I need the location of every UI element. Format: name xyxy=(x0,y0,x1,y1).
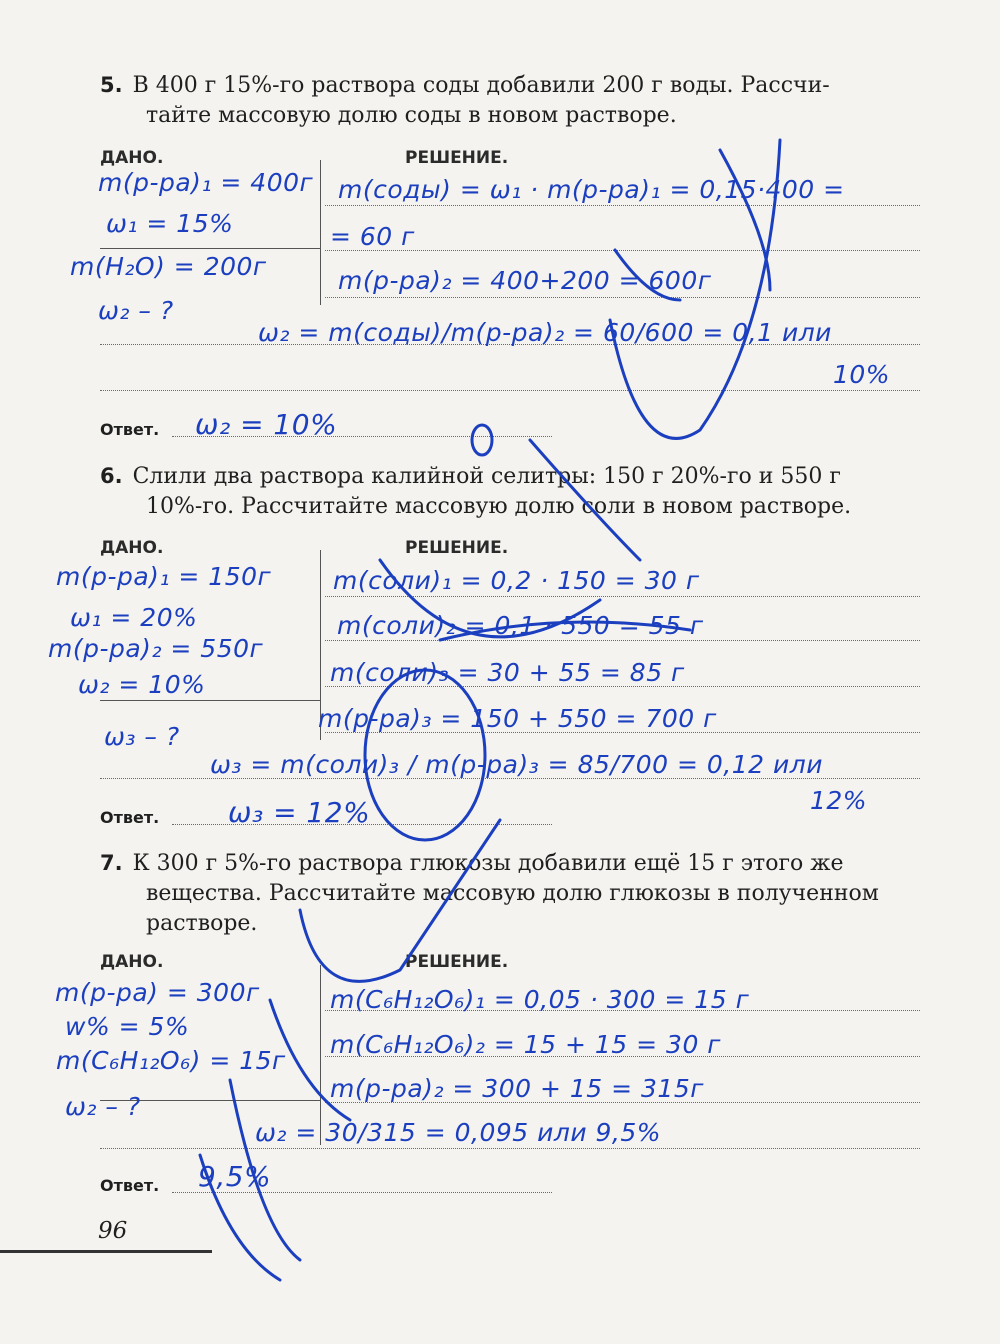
dano-label: ДАНО. xyxy=(100,538,164,558)
problem-text-line: растворе. xyxy=(146,911,258,936)
page-number: 96 xyxy=(98,1218,128,1244)
answer-label: Ответ. xyxy=(100,420,160,439)
solution-line: ω₂ = m(соды)/m(р-ра)₂ = 60/600 = 0,1 или xyxy=(258,318,832,347)
problem-text-line: К 300 г 5%-го раствора глюкозы добавили ещё 15 г этого же xyxy=(132,851,844,876)
checkmark-stroke xyxy=(610,140,780,438)
problem-text-line: В 400 г 15%-го раствора соды добавили 200 г воды. Рассчи- xyxy=(132,73,830,98)
solution-line: 10% xyxy=(833,360,891,389)
given-entry: m(H₂O) = 200г xyxy=(70,252,267,281)
solution-line: m(соли)₂ = 0,1 · 550 = 55 г xyxy=(337,611,704,640)
answer-label: Ответ. xyxy=(100,808,160,827)
solution-line: = 60 г xyxy=(330,222,415,251)
given-entry: ω₂ – ? xyxy=(65,1092,141,1121)
solution-line: m(C₆H₁₂O₆)₁ = 0,05 · 300 = 15 г xyxy=(330,985,750,1014)
reshenie-label: РЕШЕНИЕ. xyxy=(405,952,509,972)
reshenie-label: РЕШЕНИЕ. xyxy=(405,538,509,558)
answer-value: ω₃ = 12% xyxy=(228,796,371,829)
checkmark-stroke xyxy=(530,440,640,560)
given-entry: ω₁ = 20% xyxy=(70,603,198,632)
checkmark-stroke xyxy=(200,1155,280,1280)
solution-line: m(соли)₁ = 0,2 · 150 = 30 г xyxy=(333,566,700,595)
dano-label: ДАНО. xyxy=(100,148,164,168)
problem-text-line: Слили два раствора калийной селитры: 150 г 20%-го и 550 г xyxy=(132,464,841,489)
solution-line: m(соды) = ω₁ · m(р-ра)₁ = 0,15·400 = xyxy=(338,175,845,204)
given-entry: ω₂ – ? xyxy=(98,296,174,325)
given-entry: m(р-ра)₁ = 400г xyxy=(98,168,314,197)
given-entry: w% = 5% xyxy=(65,1012,190,1041)
solution-line: m(C₆H₁₂O₆)₂ = 15 + 15 = 30 г xyxy=(330,1030,721,1059)
solution-line: m(соли)₃ = 30 + 55 = 85 г xyxy=(330,658,685,687)
problem-text-line: вещества. Рассчитайте массовую долю глюкозы в полученном xyxy=(146,881,879,906)
answer-label: Ответ. xyxy=(100,1176,160,1195)
problem-text-line: тайте массовую долю соды в новом растворе. xyxy=(146,103,677,128)
checkmark-stroke xyxy=(380,560,600,637)
given-entry: m(р-ра)₂ = 550г xyxy=(48,634,264,663)
given-entry: ω₂ = 10% xyxy=(78,670,206,699)
solution-line: ω₃ = m(соли)₃ / m(р-ра)₃ = 85/700 = 0,12 или xyxy=(210,750,823,779)
circle-mark xyxy=(365,670,485,840)
answer-value: ω₂ = 10% xyxy=(195,408,338,441)
solution-line: m(р-ра)₃ = 150 + 550 = 700 г xyxy=(318,704,717,733)
checkmark-stroke xyxy=(300,820,500,981)
checkmark-stroke xyxy=(270,1000,350,1120)
problem-number: 7. xyxy=(100,851,123,875)
circle-mark xyxy=(472,425,492,455)
given-entry: ω₁ = 15% xyxy=(106,209,234,238)
checkmark-stroke xyxy=(440,622,690,640)
given-entry: m(C₆H₁₂O₆) = 15г xyxy=(56,1046,286,1075)
given-entry: ω₃ – ? xyxy=(104,722,180,751)
problem-number: 6. xyxy=(100,464,123,488)
problem-text-line: 10%-го. Рассчитайте массовую долю соли в новом растворе. xyxy=(146,494,852,519)
solution-line: 12% xyxy=(810,786,868,815)
checkmark-stroke xyxy=(230,1080,300,1260)
reshenie-label: РЕШЕНИЕ. xyxy=(405,148,509,168)
problem-number: 5. xyxy=(100,73,123,97)
solution-line: ω₂ = 30/315 = 0,095 или 9,5% xyxy=(255,1118,662,1147)
solution-line: m(р-ра)₂ = 400+200 = 600г xyxy=(338,266,712,295)
answer-value: 9,5% xyxy=(198,1160,272,1193)
solution-line: m(р-ра)₂ = 300 + 15 = 315г xyxy=(330,1074,704,1103)
given-entry: m(р-ра)₁ = 150г xyxy=(56,562,272,591)
checkmark-stroke xyxy=(615,250,680,300)
given-entry: m(р-ра) = 300г xyxy=(55,978,260,1007)
dano-label: ДАНО. xyxy=(100,952,164,972)
checkmark-stroke xyxy=(720,150,770,290)
